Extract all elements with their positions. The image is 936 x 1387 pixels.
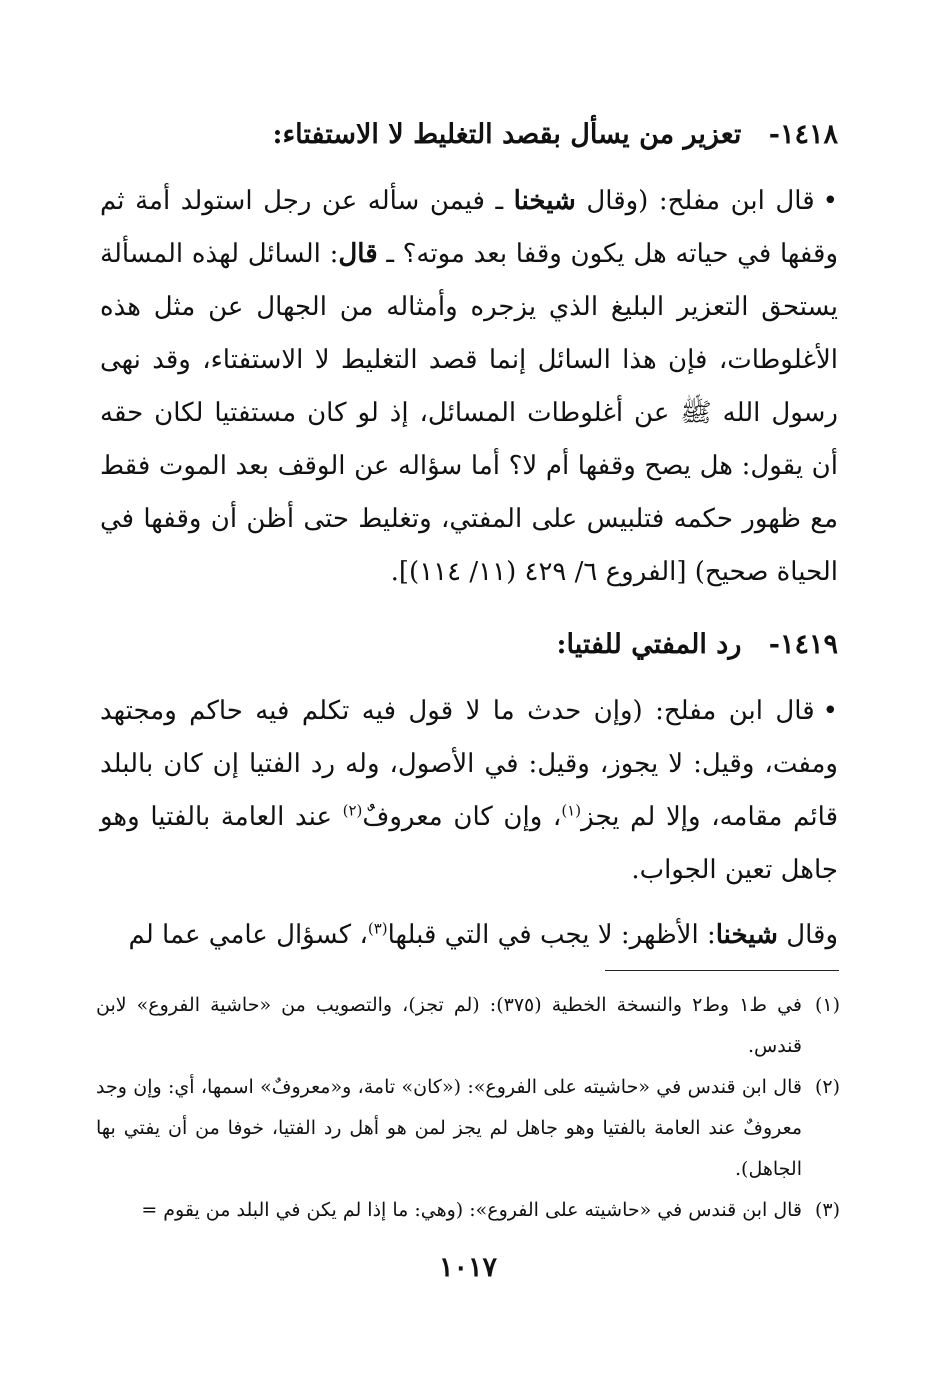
footnote-number: (٣) <box>814 1199 840 1221</box>
footnote-text: قال ابن قندس في «حاشيته على الفروع»: («كان» تامة، و«معروفٌ» اسمها، أي: وإن وجد معروفٌ عند العامة بالفتيا وهو جاهل لم يجز لمن هو أهل رد الفتيا، خوفا من أن يفتي بها الجاهل). <box>96 1076 802 1180</box>
paragraph-text: : الأظهر: لا يجب في التي قبلها <box>387 920 716 950</box>
paragraph-text: قال ابن مفلح: (وإن حدث ما لا قول فيه تكلم فيه حاكم ومجتهد ومفت، وقيل: لا يجوز، وقيل: في الأصول، وله رد الفتيا إن كان بالبلد قائم مقامه، وإلا لم يجز <box>100 696 839 832</box>
bold-term: شيخنا <box>715 920 778 950</box>
footnote-item <box>96 1190 840 1231</box>
paragraph-text: ، كسؤال عامي عما لم <box>128 920 368 950</box>
paragraph-text: وقال <box>777 920 838 950</box>
citation-reference: ٦/ ٤٢٩ (١١/ ١١٤) <box>409 557 598 587</box>
footnote-item <box>96 1067 840 1190</box>
section-heading-1418 <box>100 105 838 165</box>
footnote-text: في ط١ وط٢ والنسخة الخطية (٣٧٥): (لم تجز)، والتصويب من «حاشية الفروع» لابن قندس. <box>96 994 803 1057</box>
section-title: تعزير من يسأل بقصد التغليط لا الاستفتاء: <box>272 119 742 150</box>
footnote-marker[interactable]: (١) <box>561 801 582 820</box>
footnote-text: قال ابن قندس في «حاشيته على الفروع»: (وهي: ما إذا لم يكن في البلد من يقوم = <box>141 1199 802 1221</box>
section-number: ١٤١٩- <box>768 629 838 660</box>
footnote-marker[interactable]: (٣) <box>367 919 388 938</box>
section-title: رد المفتي للفتيا: <box>556 629 742 660</box>
footnote-item <box>96 985 840 1067</box>
paragraph-text: عند العامة بالفتيا وهو جاهل تعين الجواب. <box>100 802 838 885</box>
paragraph-text: ]. <box>390 557 410 587</box>
footnotes <box>96 985 840 1231</box>
footnote-divider <box>605 970 839 971</box>
section-paragraph <box>100 175 838 599</box>
bold-term: شيخنا <box>513 186 576 216</box>
footnote-number: (٢) <box>814 1076 840 1098</box>
page-body <box>100 105 838 962</box>
page-number: ١٠١٧ <box>438 1252 497 1283</box>
footnote-number: (١) <box>814 994 840 1016</box>
paragraph-text: : السائل لهذه المسألة يستحق التعزير البليغ الذي يزجره وأمثاله من الجهال عن مثل هذه الأغلوطات، فإن هذا السائل إنما قصد التغليط لا الاستفتاء، وقد نهى رسول الله ﷺ عن أغلوطات المسائل، إذ لو كان مستفتيا لكان حقه أن يقول: هل يصح وقفها أم لا؟ أما سؤاله عن الوقف بعد الموت فقط مع ظهور حكمه فتلبيس على المفتي، وتغليط حتى أظن أن وقفها في الحياة صحيح) [الفروع <box>100 239 838 587</box>
footnote-marker[interactable]: (٢) <box>342 801 363 820</box>
bullet-icon: • <box>822 696 838 726</box>
bold-term: قال <box>338 239 378 269</box>
paragraph-text: ـ فيمن سأله عن رجل استولد أمة ثم وقفها في حياته هل يكون وقفا بعد موته؟ ـ <box>100 186 839 269</box>
section-number: ١٤١٨- <box>768 119 838 150</box>
section-paragraph <box>100 909 838 962</box>
bullet-icon: • <box>822 186 838 216</box>
section-paragraph <box>100 685 838 897</box>
paragraph-text: ، وإن كان معروفٌ <box>362 802 562 832</box>
paragraph-text: قال ابن مفلح: (وقال <box>575 186 815 216</box>
section-heading-1419 <box>100 615 838 675</box>
